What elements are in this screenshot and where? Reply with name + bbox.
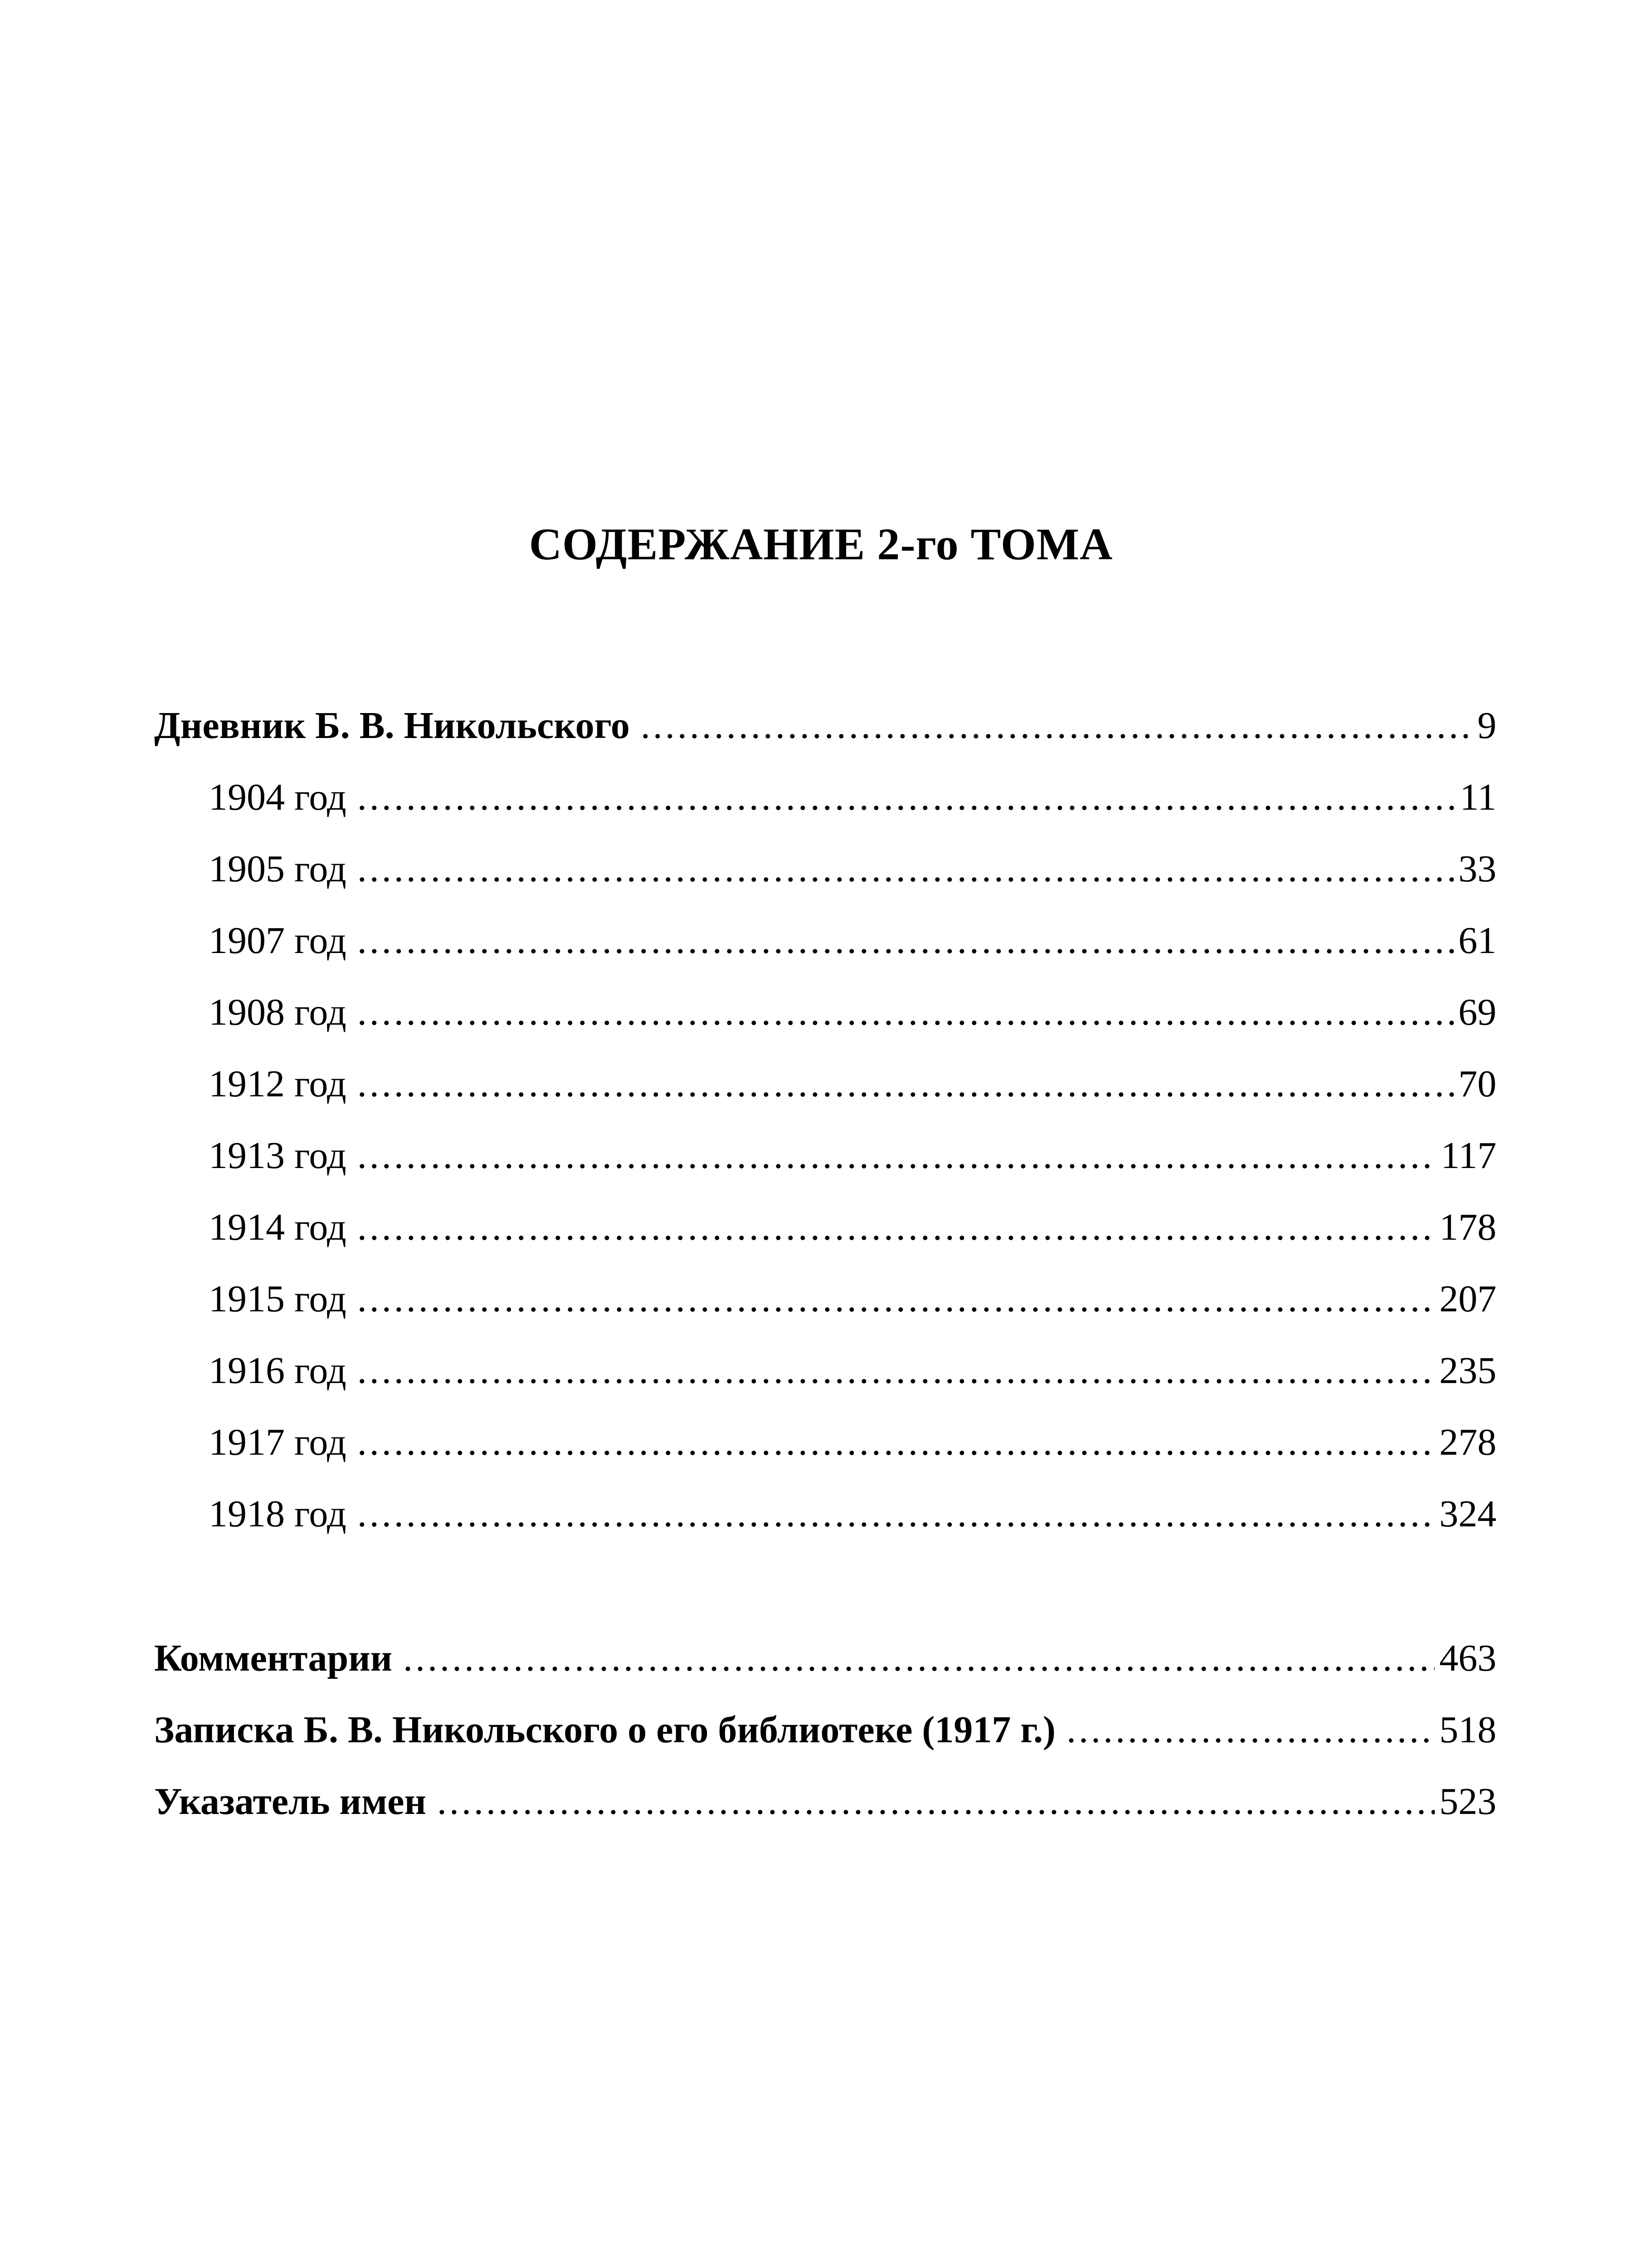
toc-entry-commentary[interactable]: [154, 1631, 1496, 1703]
toc-entry-year[interactable]: [154, 842, 1496, 914]
toc-entry-year[interactable]: [154, 985, 1496, 1057]
leader-dots: [357, 1344, 1435, 1398]
leader-dots: [357, 842, 1454, 896]
toc-entry-year[interactable]: [154, 1129, 1496, 1200]
toc-entry-diary[interactable]: [154, 699, 1496, 770]
toc-entry-page: 33: [1458, 848, 1496, 890]
toc-entry-label: 1917 год: [209, 1421, 346, 1463]
toc-entry-page: 207: [1439, 1278, 1496, 1320]
toc-entry-page: 11: [1460, 776, 1496, 818]
table-of-contents: [154, 699, 1496, 1846]
toc-entry-page: 518: [1439, 1709, 1496, 1751]
leader-dots: [357, 1200, 1435, 1255]
leader-dots: [357, 1415, 1435, 1470]
leader-dots: [357, 914, 1454, 968]
toc-entry-year[interactable]: [154, 1415, 1496, 1487]
toc-entry-label: Комментарии: [154, 1637, 393, 1679]
toc-entry-year[interactable]: [154, 914, 1496, 985]
toc-entry-label: 1908 год: [209, 991, 346, 1033]
leader-dots: [357, 1057, 1454, 1111]
toc-entry-page: 178: [1439, 1206, 1496, 1248]
section-gap: [154, 1559, 1496, 1631]
toc-entry-page: 61: [1458, 919, 1496, 962]
toc-entry-label: 1905 год: [209, 848, 346, 890]
toc-entry-label: 1907 год: [209, 919, 346, 962]
leader-dots: [357, 770, 1455, 825]
toc-entry-label: Записка Б. В. Никольского о его библиотеке (1917 г.): [154, 1709, 1056, 1751]
leader-dots: [357, 985, 1454, 1040]
toc-entry-label: 1914 год: [209, 1206, 346, 1248]
toc-entry-page: 523: [1439, 1780, 1496, 1823]
toc-entry-label: 1918 год: [209, 1493, 346, 1535]
toc-entry-year[interactable]: [154, 1200, 1496, 1272]
toc-entry-page: 235: [1439, 1349, 1496, 1392]
toc-entry-label: 1904 год: [209, 776, 346, 818]
toc-entry-label: 1912 год: [209, 1063, 346, 1105]
toc-entry-year[interactable]: [154, 1344, 1496, 1415]
toc-entry-page: 463: [1439, 1637, 1496, 1679]
page-title: СОДЕРЖАНИЕ 2-го ТОМА: [529, 519, 1113, 569]
toc-entry-page: 278: [1439, 1421, 1496, 1463]
toc-entry-page: 9: [1477, 704, 1496, 747]
toc-entry-year[interactable]: [154, 770, 1496, 842]
toc-entry-label: 1916 год: [209, 1349, 346, 1392]
toc-entry-name-index[interactable]: [154, 1774, 1496, 1846]
leader-dots: [641, 699, 1473, 753]
toc-entry-year[interactable]: [154, 1487, 1496, 1559]
toc-entry-label: Дневник Б. В. Никольского: [154, 704, 630, 747]
toc-entry-page: 117: [1441, 1134, 1496, 1177]
toc-entry-label: Указатель имен: [154, 1780, 426, 1823]
leader-dots: [403, 1631, 1435, 1686]
toc-entry-label: 1913 год: [209, 1134, 346, 1177]
leader-dots: [357, 1272, 1435, 1326]
toc-entry-year[interactable]: [154, 1272, 1496, 1344]
toc-entry-page: 70: [1458, 1063, 1496, 1105]
leader-dots: [437, 1774, 1435, 1829]
toc-entry-label: 1915 год: [209, 1278, 346, 1320]
toc-entry-library-note[interactable]: [154, 1703, 1496, 1774]
leader-dots: [1067, 1703, 1435, 1757]
leader-dots: [357, 1487, 1435, 1541]
toc-entry-year[interactable]: [154, 1057, 1496, 1129]
leader-dots: [357, 1129, 1436, 1183]
toc-entry-page: 69: [1458, 991, 1496, 1033]
toc-entry-page: 324: [1439, 1493, 1496, 1535]
